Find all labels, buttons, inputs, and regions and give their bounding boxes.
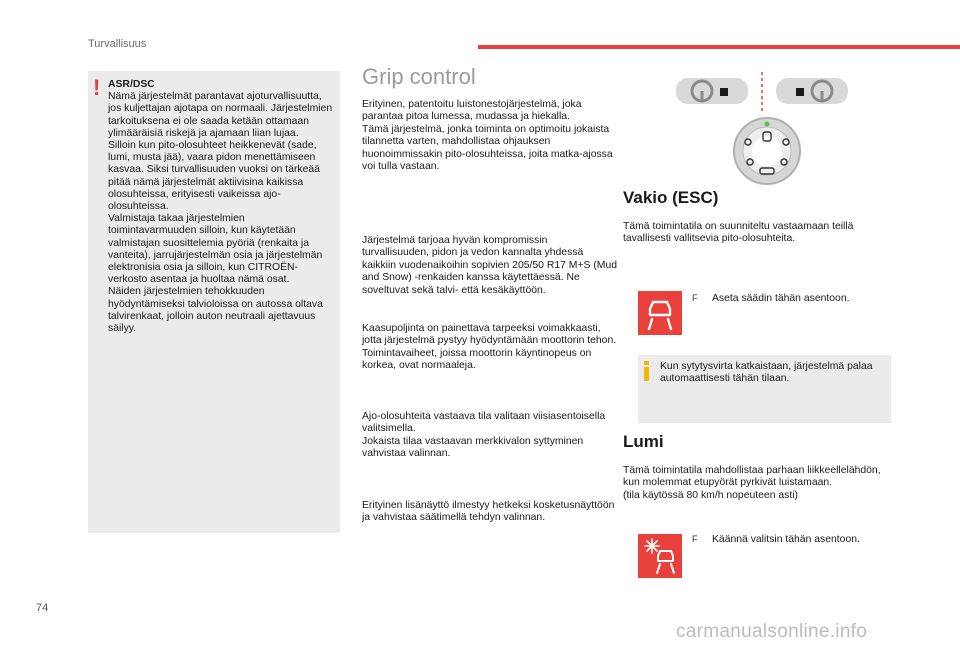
grip-block-5 xyxy=(362,500,617,525)
exclamation-icon: ! xyxy=(93,75,101,100)
grip-text: Erityinen lisänäyttö ilmestyy hetkeksi kosketusnäyttöön ja vahvistaa säätimellä tehdyn valinnan. xyxy=(362,500,615,524)
watermark: carmanualsonline.info xyxy=(676,621,868,642)
info-icon xyxy=(644,361,649,381)
info-box xyxy=(638,355,891,423)
esc-title: Vakio (ESC) xyxy=(623,188,719,207)
grip-text: Kaasupoljinta on painettava tarpeeksi voimakkaasti, jotta järjestelmä pystyy hyödyntämään moottorin tehon. xyxy=(362,323,617,347)
grip-text: Jokaista tilaa vastaavan merkkivalon syttyminen vahvistaa valinnan. xyxy=(362,435,584,460)
page-number: 74 xyxy=(36,602,49,614)
grip-block-1 xyxy=(362,99,617,173)
grip-control-title: Grip control xyxy=(362,64,476,89)
grip-block-2 xyxy=(362,235,617,297)
grip-control-knob-icon xyxy=(732,116,802,186)
info-text: Kun sytytysvirta katkaistaan, järjestelmä palaa automaattisesti tähän tilaan. xyxy=(660,361,873,385)
steering-wheel-icon xyxy=(672,70,852,114)
esc-description xyxy=(623,221,883,246)
warning-box xyxy=(88,71,340,533)
grip-text: Järjestelmä tarjoaa hyvän kompromissin turvallisuuden, pidon ja vedon kannalta yhdessä kaikkiin vuodenaikoihin sopivien 205/50 R17 M+S (Mud and Snow) -renkaiden kanssa käytettäessä. Ne soveltuvat sekä talvi- että kesäkäyttöön. xyxy=(362,235,618,296)
grip-text: Toimintavaiheet, joissa moottorin käyntinopeus on korkea, ovat normaaleja. xyxy=(362,347,592,372)
snow-action xyxy=(692,533,860,546)
esc-description-text: Tämä toimintatila on suunniteltu vastaamaan teillä tavallisesti vallitsevia pito-olosuhteita. xyxy=(623,221,854,245)
warning-paragraph: Nämä järjestelmät parantavat ajoturvallisuutta, jos kuljettajan ajotapa on normaali. Järjestelmien tarkoituksena ei ole saada ketään ottamaan ylimääräisiä riskejä ja ajamaan liian lujaa. xyxy=(108,91,333,139)
snow-description-text: (tila käytössä 80 km/h nopeuteen asti) xyxy=(623,489,799,501)
snow-action-text: Käännä valitsin tähän asentoon. xyxy=(712,534,860,545)
grip-block-4 xyxy=(362,411,617,461)
snow-description-text: Tämä toimintatila mahdollistaa parhaan liikkeellelähdön, kun molemmat etupyörät pyrkivät luistamaan. xyxy=(623,465,881,489)
warning-paragraph: Näiden järjestelmien tehokkuuden hyödyntämiseksi talvioloissa on autossa oltava talvirenkaat, jolloin auton neutraali ajettavuus säilyy. xyxy=(108,286,323,335)
bullet-marker: F xyxy=(692,293,698,303)
warning-heading: ASR/DSC xyxy=(108,79,155,90)
grip-block-3 xyxy=(362,323,617,373)
snow-mode-icon xyxy=(638,534,682,578)
warning-paragraph: Silloin kun pito-olosuhteet heikkenevät (sade, lumi, musta jää), vaara pidon menettämiseen kasvaa. Siksi turvallisuuden vuoksi on tärkeää pitää nämä järjestelmät aktiivisina kaikissa olosuhteissa, erityisesti vaikeissa ajo-olosuhteissa. xyxy=(108,140,320,213)
esc-action-text: Aseta säädin tähän asentoon. xyxy=(712,293,850,304)
skid-control-icon xyxy=(638,291,682,335)
section-title: Turvallisuus xyxy=(88,38,147,50)
esc-action xyxy=(692,292,850,305)
snow-title: Lumi xyxy=(623,432,664,451)
grip-text: Tämä järjestelmä, jonka toiminta on optimoitu jokaista tilannetta varten, mahdollistaa ohjauksen huonoimmissakin pito-olosuhteissa, joita matka-ajossa voi tulla vastaan. xyxy=(362,123,613,173)
warning-paragraph: Valmistaja takaa järjestelmien toimintavarmuuden silloin, kun käytetään valmistajan suosittelemia pyöriä (renkaita ja vanteita), jarrujärjestelmän osia ja järjestelmän elektronisia osia ja silloin, kun CITROËN-verkosto asentaa ja huoltaa nämä osat. xyxy=(108,213,323,286)
header-accent-bar xyxy=(478,45,960,49)
snow-description xyxy=(623,465,883,502)
warning-text xyxy=(108,79,334,335)
bullet-marker: F xyxy=(692,534,698,544)
grip-text: Ajo-olosuhteita vastaava tila valitaan viisiasentoisella valitsimella. xyxy=(362,411,606,435)
grip-text: Erityinen, patentoitu luistonestojärjestelmä, joka parantaa pitoa lumessa, mudassa ja hiekalla. xyxy=(362,99,582,123)
